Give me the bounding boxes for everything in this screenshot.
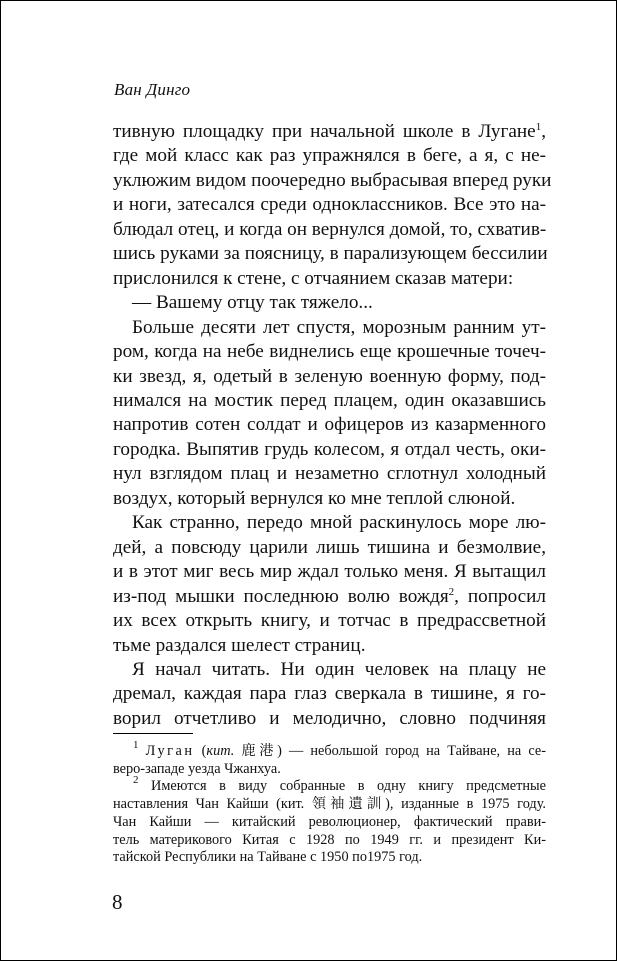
footnote-1-line: веро-западе уезда Чжанхуа. xyxy=(113,760,281,777)
text-line: Я начал читать. Ни один человек на плацу не xyxy=(132,658,546,680)
footnote-mark-1: 1 xyxy=(133,739,139,751)
footnote-2-line: Чан Кайши — китайский революционер, фактический прави- xyxy=(113,813,546,830)
text-line: тивную площадку при начальной школе в Лугане$^1$, xyxy=(113,121,546,142)
text-line: дей, а повсюду царили лишь тишина и безмолвие, xyxy=(113,536,546,558)
footnote-1-line: $^1$ Луган (кит. 鹿港) — небольшой город на Тайване, на се- xyxy=(133,739,546,759)
footnote-abbr: кит. xyxy=(206,743,235,759)
text-line: уклюжим видом поочередно выбрасывая вперед руки xyxy=(113,169,552,191)
paragraph-1 xyxy=(113,120,552,291)
footnote-divider xyxy=(113,733,193,734)
chinese-text: 鹿港 xyxy=(241,743,278,759)
text-line: ки звезд, я, одетый в зеленую военную форму, под- xyxy=(113,365,546,387)
text-line: и ноги, затесался среди одноклассников. Все это на- xyxy=(113,194,546,216)
text-line: где мой класс как раз упражнялся в беге, а я, с не- xyxy=(113,145,546,167)
chinese-text: 領袖遺訓 xyxy=(311,796,386,813)
text-line: — Вашему отцу так тяжело... xyxy=(132,292,373,314)
footnotes xyxy=(113,739,546,867)
text-line: городка. Выпятив грудь колесом, я отдал честь, оки- xyxy=(113,438,546,460)
paragraph-2 xyxy=(113,291,546,315)
footnote-ref-1: 1 xyxy=(535,121,542,133)
paragraph-3 xyxy=(113,316,546,512)
text-line: ром, когда на небе виднелись еще крошечные точеч- xyxy=(113,341,546,363)
paragraph-5 xyxy=(113,658,546,731)
text-line: блюдал отец, и когда он вернулся домой, то, схватив- xyxy=(113,218,547,240)
text-line: нул взглядом плац и незаметно сглотнул холодный xyxy=(113,463,546,485)
text-line: прислонился к стене, с отчаянием сказав матери: xyxy=(113,267,514,289)
main-text xyxy=(113,120,552,731)
footnote-2-line: наставления Чан Кайши (кит. 領袖遺訓), изданные в 1975 году. xyxy=(113,796,546,813)
text-line: и в этот миг весь мир ждал только меня. Я вытащил xyxy=(113,561,546,583)
text-line: дремал, каждая пара глаз сверкала в тишине, я го- xyxy=(113,683,546,705)
text-line: Как странно, передо мной раскинулось море лю- xyxy=(132,512,546,534)
footnote-2-line: $^2$ Имеются в виду собранные в одну книгу предсметные xyxy=(133,774,546,795)
text-line: шись руками за поясницу, в парализующем бессилии xyxy=(113,243,548,265)
text-line: тьме раздался шелест страниц. xyxy=(113,634,366,656)
footnote-mark-2: 2 xyxy=(133,774,139,787)
text-line: ворил отчетливо и мелодично, словно подчиняя xyxy=(113,707,546,729)
footnote-term: Луган xyxy=(145,743,195,759)
text-line: нимался на мостик перед плацем, один оказавшись xyxy=(113,389,546,411)
paragraph-4 xyxy=(113,511,546,658)
footnote-ref-2: 2 xyxy=(448,585,455,598)
footnote-2-line: тайской Республики на Тайване с 1950 по1975 год. xyxy=(113,849,423,866)
text-line: Больше десяти лет спустя, морозным ранним ут- xyxy=(132,316,546,338)
text-line: воздух, который вернулся ко мне теплой слюной. xyxy=(113,487,516,509)
page-number: 8 xyxy=(112,890,123,914)
footnote-2-line: тель материкового Китая с 1928 по 1949 гг. и президент Ки- xyxy=(113,831,546,848)
text-line: их всех открыть книгу, и тотчас в предрассветной xyxy=(113,610,546,632)
text-line: напротив сотен солдат и офицеров из казарменного xyxy=(113,414,546,436)
running-header: Ван Динго xyxy=(114,80,191,99)
text-line: из-под мышки последнюю волю вождя$^2$, попросил xyxy=(113,585,546,607)
